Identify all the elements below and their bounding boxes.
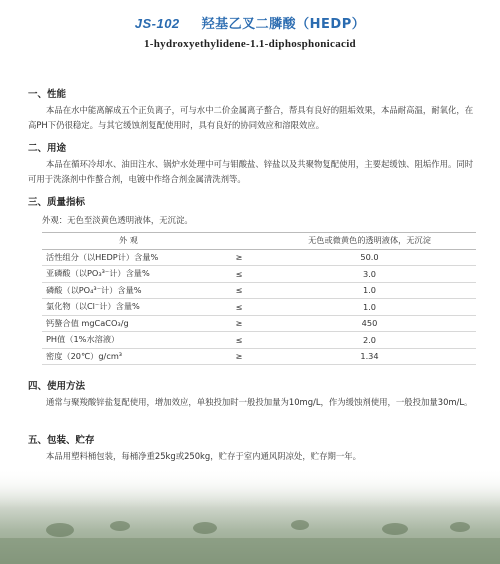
row-item: 氯化物（以Cl⁻计）含量% (42, 299, 215, 316)
table-header-value: 无色或微黄色的透明液体，无沉淀 (263, 233, 476, 250)
product-name-en: 1-hydroxyethylidene-1.1-diphosphonicacid (144, 38, 356, 50)
row-operator: ≤ (215, 282, 263, 299)
section-usage (28, 378, 478, 410)
row-value: 1.0 (263, 299, 476, 316)
section-text: 通常与聚羧酸锌盐复配使用，增加效应，单独投加时一般投加量为10mg/L，作为缓蚀剂使用，一般投加量30m/L。 (46, 397, 473, 407)
grassland-trees-image (0, 468, 500, 564)
table-header-item: 外 观 (42, 233, 215, 250)
row-item: PH值（1%水溶液） (42, 332, 215, 349)
row-item: 密度（20℃）g/cm³ (42, 348, 215, 365)
appearance-text: 外观：无色至淡黄色透明液体，无沉淀。 (42, 215, 193, 225)
product-name-cn: 羟基乙叉二膦酸（HEDP） (201, 17, 366, 32)
product-title (0, 13, 500, 32)
table-row (42, 315, 476, 332)
table-row (42, 249, 476, 266)
row-item: 磷酸（以PO₄³⁻计）含量% (42, 282, 215, 299)
row-operator: ≤ (215, 266, 263, 283)
table-row (42, 332, 476, 349)
landscape-background-image (0, 468, 500, 564)
row-operator: ≥ (215, 348, 263, 365)
row-value: 1.0 (263, 282, 476, 299)
section-text: 本品在循环冷却水、油田注水、锅炉水处理中可与钼酸盐、锌盐以及共聚物复配使用，主要起缓蚀、阻垢作用。同时可用于洗涤剂中作螯合剂，电镀中作络合剂金属清洗剂等。 (28, 159, 474, 184)
section-text: 本品在水中能离解成五个正负离子，可与水中二价金属离子螯合，帮具有良好的阻垢效果，本品耐高温，耐氧化，在高PH下仍很稳定。与其它缓蚀剂复配使用时，具有良好的协同效应和溶限效应。 (28, 105, 474, 130)
section-uses (28, 140, 478, 187)
row-value: 50.0 (263, 249, 476, 266)
row-operator: ≤ (215, 299, 263, 316)
row-value: 3.0 (263, 266, 476, 283)
document-header (0, 0, 500, 50)
table-header-row (42, 233, 476, 250)
table-row (42, 282, 476, 299)
section-heading: 四、使用方法 (28, 381, 86, 392)
section-packing (28, 432, 478, 464)
row-operator: ≤ (215, 332, 263, 349)
row-item: 钙螯合值 mgCaCO₃/g (42, 315, 215, 332)
quality-table (42, 232, 476, 365)
row-operator: ≥ (215, 315, 263, 332)
row-value: 2.0 (263, 332, 476, 349)
table-row (42, 299, 476, 316)
section-quality (28, 194, 478, 228)
table-row (42, 266, 476, 283)
section-heading: 五、包装、贮存 (28, 435, 95, 446)
section-properties (28, 86, 478, 133)
row-operator: ≥ (215, 249, 263, 266)
product-code: JS-102 (134, 16, 180, 31)
row-value: 450 (263, 315, 476, 332)
table-row (42, 348, 476, 365)
section-heading: 三、质量指标 (28, 197, 86, 208)
section-heading: 二、用途 (28, 143, 67, 154)
row-item: 亚磷酸（以PO₃³⁻计）含量% (42, 266, 215, 283)
section-heading: 一、性能 (28, 89, 67, 100)
row-value: 1.34 (263, 348, 476, 365)
row-item: 活性组分（以HEDP计）含量% (42, 249, 215, 266)
section-text: 本品用塑料桶包装，每桶净重25kg或250kg，贮存于室内通风阴凉处，贮存期一年。 (46, 451, 361, 461)
